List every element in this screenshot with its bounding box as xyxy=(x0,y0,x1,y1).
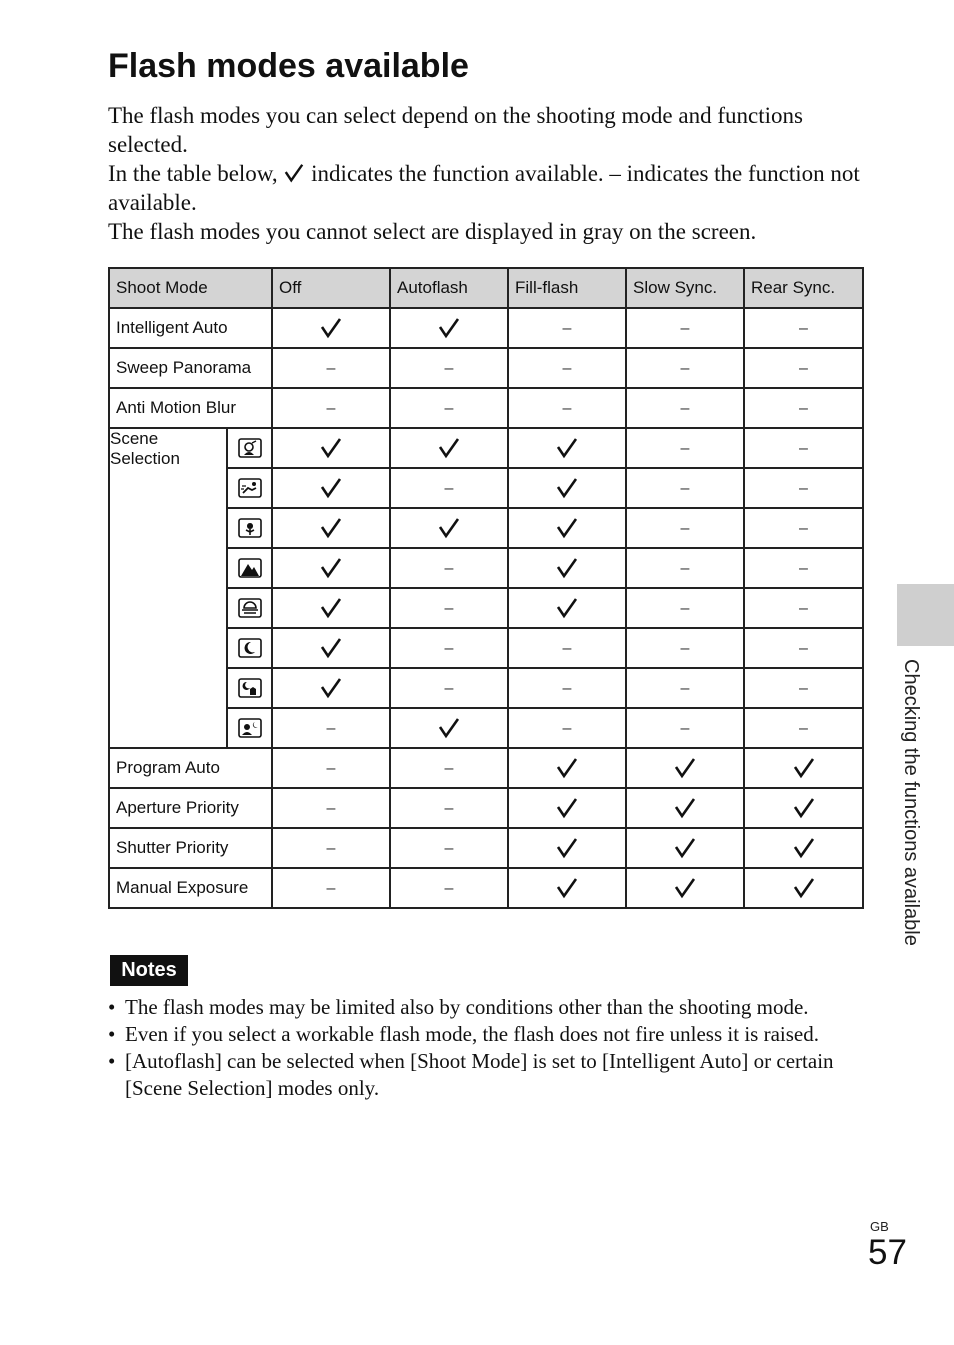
table-cell-slow-sync xyxy=(626,308,744,348)
table-cell-autoflash xyxy=(390,628,508,668)
note-item: • The flash modes may be limited also by conditions other than the shooting mode. xyxy=(108,994,878,1021)
table-cell-fill-flash xyxy=(508,748,626,788)
table-cell-rear-sync xyxy=(744,548,863,588)
scene-icon-cell xyxy=(227,468,272,508)
not-available-dash: – xyxy=(326,760,336,777)
table-row xyxy=(109,788,863,828)
header-shoot-mode: Shoot Mode xyxy=(109,268,272,308)
check-mark-icon xyxy=(792,876,816,900)
table-cell-off xyxy=(272,468,390,508)
shoot-mode-label: Aperture Priority xyxy=(109,788,272,828)
not-available-dash: – xyxy=(444,360,454,377)
shoot-mode-label: Manual Exposure xyxy=(109,868,272,908)
check-mark-icon xyxy=(555,436,579,460)
scene-icon-cell xyxy=(227,548,272,588)
table-cell-fill-flash xyxy=(508,348,626,388)
page-number: 57 xyxy=(868,1233,907,1272)
intro-line-3: The flash modes you cannot select are displayed in gray on the screen. xyxy=(108,219,757,244)
table-row xyxy=(109,828,863,868)
scene-selection-label: Scene Selection xyxy=(109,428,227,748)
not-available-dash: – xyxy=(799,320,808,337)
check-mark-icon xyxy=(673,756,697,780)
not-available-dash: – xyxy=(562,720,572,737)
portrait-scene-icon xyxy=(238,438,262,458)
not-available-dash: – xyxy=(680,480,690,497)
header-rear-sync: Rear Sync. xyxy=(744,268,863,308)
table-row xyxy=(109,748,863,788)
not-available-dash: – xyxy=(326,400,336,417)
not-available-dash: – xyxy=(799,600,808,617)
table-cell-slow-sync xyxy=(626,548,744,588)
not-available-dash: – xyxy=(562,320,572,337)
table-cell-fill-flash xyxy=(508,668,626,708)
table-cell-autoflash xyxy=(390,708,508,748)
table-cell-off xyxy=(272,868,390,908)
table-cell-slow-sync xyxy=(626,668,744,708)
not-available-dash: – xyxy=(799,720,808,737)
check-mark-icon xyxy=(319,316,343,340)
table-cell-autoflash xyxy=(390,508,508,548)
not-available-dash: – xyxy=(562,640,572,657)
macro-scene-icon xyxy=(238,518,262,538)
check-mark-icon xyxy=(555,476,579,500)
table-row xyxy=(109,348,863,388)
table-cell-rear-sync xyxy=(744,428,863,468)
not-available-dash: – xyxy=(680,320,690,337)
scene-icon-cell xyxy=(227,708,272,748)
table-cell-autoflash xyxy=(390,548,508,588)
table-row xyxy=(109,388,863,428)
not-available-dash: – xyxy=(562,400,572,417)
check-mark-icon xyxy=(555,556,579,580)
table-cell-slow-sync xyxy=(626,428,744,468)
not-available-dash: – xyxy=(799,440,808,457)
check-mark-icon xyxy=(555,516,579,540)
table-cell-fill-flash xyxy=(508,868,626,908)
check-mark-icon xyxy=(437,436,461,460)
intro-line-1: The flash modes you can select depend on the shooting mode and functions selected. xyxy=(108,103,803,157)
not-available-dash: – xyxy=(680,720,690,737)
section-tab-label: Checking the functions available xyxy=(900,659,922,946)
night-portrait-scene-icon xyxy=(238,718,262,738)
table-cell-slow-sync xyxy=(626,788,744,828)
not-available-dash: – xyxy=(444,880,454,897)
notes-badge: Notes xyxy=(110,955,188,986)
table-cell-slow-sync xyxy=(626,388,744,428)
table-cell-fill-flash xyxy=(508,548,626,588)
check-mark-icon xyxy=(555,596,579,620)
not-available-dash: – xyxy=(799,480,808,497)
check-mark-icon xyxy=(319,556,343,580)
shoot-mode-label: Program Auto xyxy=(109,748,272,788)
not-available-dash: – xyxy=(444,760,454,777)
table-cell-slow-sync xyxy=(626,628,744,668)
table-cell-off xyxy=(272,748,390,788)
check-mark-icon xyxy=(673,796,697,820)
table-cell-fill-flash xyxy=(508,788,626,828)
table-cell-fill-flash xyxy=(508,468,626,508)
table-cell-rear-sync xyxy=(744,348,863,388)
table-cell-slow-sync xyxy=(626,468,744,508)
not-available-dash: – xyxy=(799,560,808,577)
flash-modes-table xyxy=(108,267,864,909)
scene-icon-cell xyxy=(227,668,272,708)
table-cell-rear-sync xyxy=(744,388,863,428)
not-available-dash: – xyxy=(562,680,572,697)
table-row xyxy=(109,428,863,468)
table-cell-off xyxy=(272,508,390,548)
table-cell-autoflash xyxy=(390,748,508,788)
table-cell-autoflash xyxy=(390,468,508,508)
table-cell-autoflash xyxy=(390,828,508,868)
not-available-dash: – xyxy=(680,520,690,537)
table-cell-fill-flash xyxy=(508,628,626,668)
table-cell-off xyxy=(272,308,390,348)
intro-line-2-end: indicates the function available. – indicates the function not available. xyxy=(108,161,860,215)
check-mark-icon xyxy=(792,836,816,860)
not-available-dash: – xyxy=(680,680,690,697)
not-available-dash: – xyxy=(326,800,336,817)
table-cell-off xyxy=(272,708,390,748)
table-cell-off xyxy=(272,828,390,868)
table-cell-fill-flash xyxy=(508,428,626,468)
header-off: Off xyxy=(272,268,390,308)
table-cell-slow-sync xyxy=(626,508,744,548)
scene-icon-cell xyxy=(227,588,272,628)
not-available-dash: – xyxy=(680,560,690,577)
check-mark-icon xyxy=(555,836,579,860)
not-available-dash: – xyxy=(444,400,454,417)
table-cell-off xyxy=(272,788,390,828)
not-available-dash: – xyxy=(444,680,454,697)
table-cell-rear-sync xyxy=(744,508,863,548)
check-mark-icon xyxy=(437,716,461,740)
table-cell-rear-sync xyxy=(744,668,863,708)
table-cell-rear-sync xyxy=(744,708,863,748)
sports-action-scene-icon xyxy=(238,478,262,498)
page-region-code: GB xyxy=(870,1219,889,1234)
scene-icon-cell xyxy=(227,628,272,668)
table-cell-slow-sync xyxy=(626,748,744,788)
table-cell-slow-sync xyxy=(626,828,744,868)
check-mark-icon xyxy=(319,636,343,660)
not-available-dash: – xyxy=(326,360,336,377)
header-autoflash: Autoflash xyxy=(390,268,508,308)
header-fill-flash: Fill-flash xyxy=(508,268,626,308)
table-cell-autoflash xyxy=(390,668,508,708)
table-cell-off xyxy=(272,348,390,388)
table-cell-slow-sync xyxy=(626,588,744,628)
header-slow-sync: Slow Sync. xyxy=(626,268,744,308)
table-row xyxy=(109,868,863,908)
table-cell-rear-sync xyxy=(744,748,863,788)
table-cell-rear-sync xyxy=(744,308,863,348)
intro-text xyxy=(108,101,868,246)
scene-icon-cell xyxy=(227,428,272,468)
table-cell-autoflash xyxy=(390,348,508,388)
not-available-dash: – xyxy=(680,440,690,457)
check-mark-icon xyxy=(319,676,343,700)
table-cell-rear-sync xyxy=(744,788,863,828)
not-available-dash: – xyxy=(680,640,690,657)
notes-list xyxy=(108,994,878,1102)
intro-line-2-start: In the table below, xyxy=(108,161,278,186)
night-scene-icon xyxy=(238,638,262,658)
shoot-mode-label: Anti Motion Blur xyxy=(109,388,272,428)
note-item: • Even if you select a workable flash mode, the flash does not fire unless it is raised. xyxy=(108,1021,878,1048)
handheld-twilight-scene-icon xyxy=(238,678,262,698)
table-cell-rear-sync xyxy=(744,828,863,868)
not-available-dash: – xyxy=(799,640,808,657)
table-cell-autoflash xyxy=(390,868,508,908)
table-header-row xyxy=(109,268,863,308)
table-cell-rear-sync xyxy=(744,468,863,508)
table-cell-fill-flash xyxy=(508,828,626,868)
not-available-dash: – xyxy=(326,840,336,857)
not-available-dash: – xyxy=(799,680,808,697)
table-cell-fill-flash xyxy=(508,708,626,748)
not-available-dash: – xyxy=(680,600,690,617)
table-cell-off xyxy=(272,388,390,428)
shoot-mode-label: Sweep Panorama xyxy=(109,348,272,388)
intro-line-2 xyxy=(108,159,868,217)
table-cell-autoflash xyxy=(390,428,508,468)
check-mark-icon xyxy=(673,836,697,860)
not-available-dash: – xyxy=(326,720,336,737)
landscape-scene-icon xyxy=(238,558,262,578)
table-cell-autoflash xyxy=(390,588,508,628)
section-tab-marker xyxy=(897,584,954,646)
check-mark-icon xyxy=(437,516,461,540)
table-cell-off xyxy=(272,668,390,708)
table-cell-slow-sync xyxy=(626,708,744,748)
not-available-dash: – xyxy=(326,880,336,897)
table-cell-off xyxy=(272,628,390,668)
check-mark-icon xyxy=(319,476,343,500)
table-cell-fill-flash xyxy=(508,388,626,428)
check-mark-icon xyxy=(555,756,579,780)
not-available-dash: – xyxy=(444,480,454,497)
table-cell-autoflash xyxy=(390,308,508,348)
table-cell-off xyxy=(272,588,390,628)
table-cell-autoflash xyxy=(390,388,508,428)
check-mark-icon xyxy=(555,796,579,820)
not-available-dash: – xyxy=(562,360,572,377)
not-available-dash: – xyxy=(680,400,690,417)
table-cell-slow-sync xyxy=(626,348,744,388)
not-available-dash: – xyxy=(444,600,454,617)
table-cell-off xyxy=(272,548,390,588)
table-cell-rear-sync xyxy=(744,628,863,668)
not-available-dash: – xyxy=(680,360,690,377)
check-mark-icon xyxy=(437,316,461,340)
not-available-dash: – xyxy=(799,520,808,537)
table-cell-fill-flash xyxy=(508,588,626,628)
not-available-dash: – xyxy=(444,640,454,657)
table-cell-rear-sync xyxy=(744,868,863,908)
table-row xyxy=(109,308,863,348)
not-available-dash: – xyxy=(444,800,454,817)
check-mark-icon xyxy=(319,596,343,620)
check-mark-icon xyxy=(792,796,816,820)
table-cell-fill-flash xyxy=(508,508,626,548)
table-cell-autoflash xyxy=(390,788,508,828)
sunset-scene-icon xyxy=(238,598,262,618)
check-mark-icon xyxy=(283,162,305,184)
page-title: Flash modes available xyxy=(108,47,469,85)
check-mark-icon xyxy=(319,436,343,460)
not-available-dash: – xyxy=(799,400,808,417)
shoot-mode-label: Shutter Priority xyxy=(109,828,272,868)
check-mark-icon xyxy=(673,876,697,900)
scene-icon-cell xyxy=(227,508,272,548)
note-item: • [Autoflash] can be selected when [Shoot Mode] is set to [Intelligent Auto] or certain [Scene Selection] modes only. xyxy=(108,1048,878,1102)
check-mark-icon xyxy=(319,516,343,540)
table-cell-rear-sync xyxy=(744,588,863,628)
table-cell-slow-sync xyxy=(626,868,744,908)
check-mark-icon xyxy=(792,756,816,780)
check-mark-icon xyxy=(555,876,579,900)
table-cell-off xyxy=(272,428,390,468)
not-available-dash: – xyxy=(444,560,454,577)
not-available-dash: – xyxy=(799,360,808,377)
not-available-dash: – xyxy=(444,840,454,857)
table-cell-fill-flash xyxy=(508,308,626,348)
shoot-mode-label: Intelligent Auto xyxy=(109,308,272,348)
